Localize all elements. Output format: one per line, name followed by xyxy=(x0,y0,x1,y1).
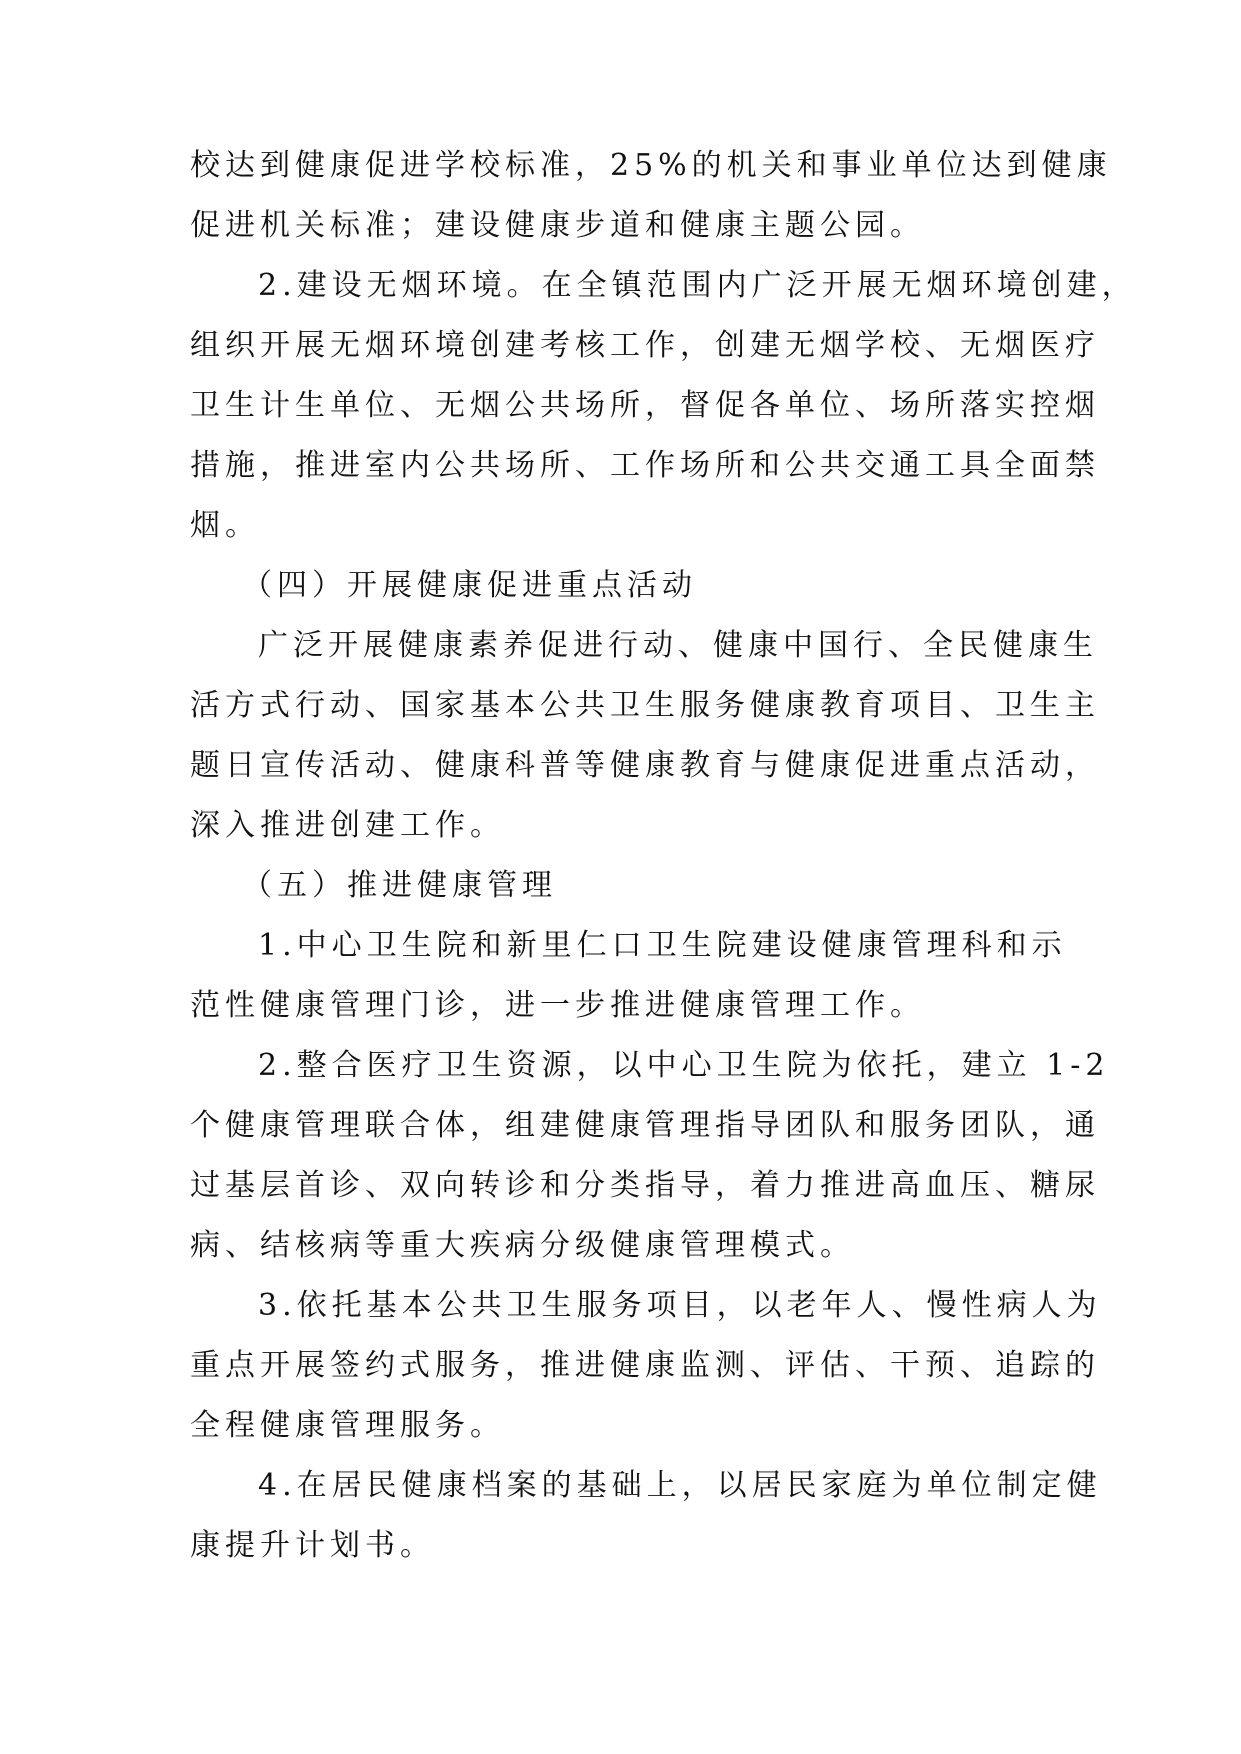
body-text-line: 卫生计生单位、无烟公共场所，督促各单位、场所落实控烟 xyxy=(190,388,1100,423)
body-text-line: 范性健康管理门诊，进一步推进健康管理工作。 xyxy=(190,988,925,1023)
paragraph-start: 广泛开展健康素养促进行动、健康中国行、全民健康生 xyxy=(258,628,1098,663)
body-text-line: 康提升计划书。 xyxy=(190,1528,435,1563)
list-item-text: 3.依托基本公共卫生服务项目，以老年人、慢性病人为 xyxy=(258,1288,1102,1323)
list-item-text: 4.在居民健康档案的基础上，以居民家庭为单位制定健 xyxy=(258,1468,1102,1503)
section-heading: （五）推进健康管理 xyxy=(242,868,557,903)
body-text-line: 病、结核病等重大疾病分级健康管理模式。 xyxy=(190,1228,855,1263)
list-item-text: 2.整合医疗卫生资源，以中心卫生院为依托，建立 1-2 xyxy=(258,1048,1110,1083)
list-item-text: 1.中心卫生院和新里仁口卫生院建设健康管理科和示 xyxy=(258,928,1067,963)
body-text-line: 重点开展签约式服务，推进健康监测、评估、干预、追踪的 xyxy=(190,1348,1100,1383)
body-text-line: 校达到健康促进学校标准，25%的机关和事业单位达到健康 xyxy=(190,148,1112,183)
body-text-line: 深入推进创建工作。 xyxy=(190,808,505,843)
body-text-line: 个健康管理联合体，组建健康管理指导团队和服务团队，通 xyxy=(190,1108,1100,1143)
body-text-line: 活方式行动、国家基本公共卫生服务健康教育项目、卫生主 xyxy=(190,688,1100,723)
body-text-line: 措施，推进室内公共场所、工作场所和公共交通工具全面禁 xyxy=(190,448,1100,483)
section-heading: （四）开展健康促进重点活动 xyxy=(242,568,697,603)
body-text-line: 促进机关标准；建设健康步道和健康主题公园。 xyxy=(190,208,925,243)
body-text-line: 全程健康管理服务。 xyxy=(190,1408,505,1443)
body-text-line: 题日宣传活动、健康科普等健康教育与健康促进重点活动， xyxy=(190,748,1100,783)
body-text-line: 组织开展无烟环境创建考核工作，创建无烟学校、无烟医疗 xyxy=(190,328,1100,363)
body-text-line: 烟。 xyxy=(190,508,260,543)
body-text-line: 过基层首诊、双向转诊和分类指导，着力推进高血压、糖尿 xyxy=(190,1168,1100,1203)
list-item-text: 2.建设无烟环境。在全镇范围内广泛开展无烟环境创建， xyxy=(258,268,1137,303)
